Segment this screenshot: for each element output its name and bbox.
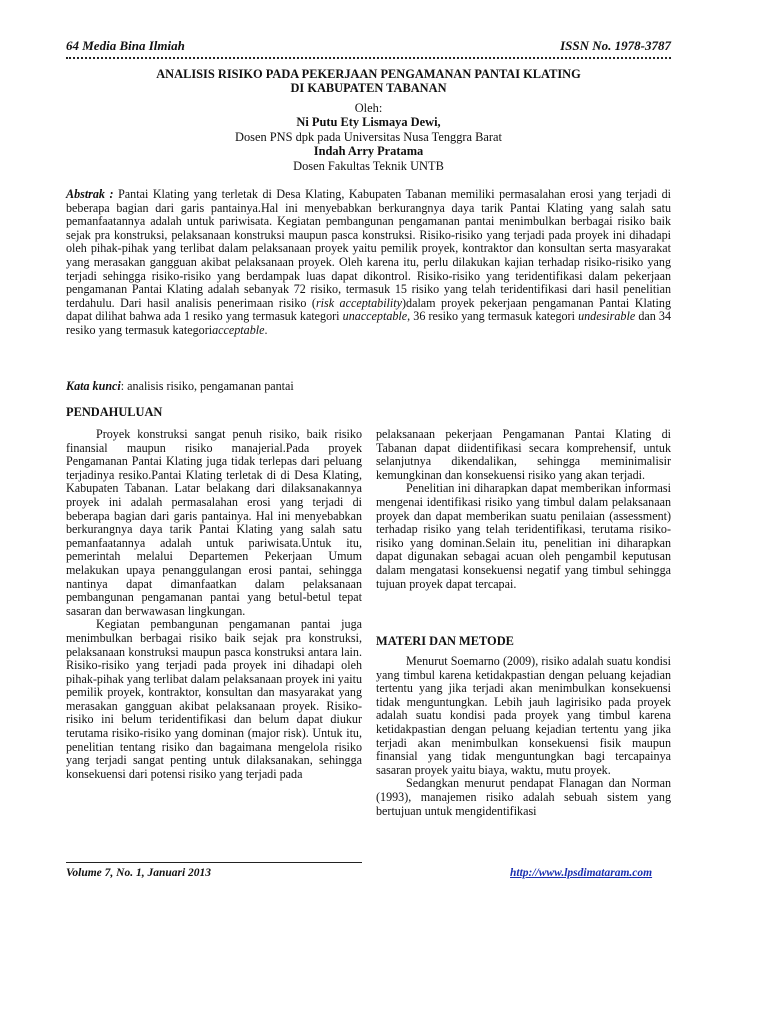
keywords-text: : analisis risiko, pengamanan pantai — [120, 379, 294, 393]
paragraph: Kegiatan pembangunan pengamanan pantai juga menimbulkan berbagai risiko baik sejak pra konstruksi, pelaksanaan konstruksi maupun pasca konstruksi antara lain. Risiko-risiko yang terjadi pada proyek ini dihadapi oleh pihak-pihak yang terlibat dalam pelaksanaan proyek ini yaitu pemilik proyek, kontraktor, konsultan dan masyarakat yang merasakan gangguan akibat pelaksanaan proyek. Risiko-risiko ini belum teridentifikasi dan belum dapat diukur terutama risiko-risiko yang dominan (major risk). Untuk itu, penelitian tentang risiko dan bagaimana mengelola risiko yang terjadi sangat penting untuk dilaksanakan, sehingga konsekuensi dari potensi risiko yang terjadi pada — [66, 617, 362, 781]
paragraph: pelaksanaan pekerjaan Pengamanan Pantai Klating di Tabanan dapat diidentifikasi secara komprehensif, untuk selanjutnya dikendalikan, sehingga meminimalisir kemungkinan dan konsekuensi risiko yang akan terjadi. — [376, 427, 671, 482]
abstract-text: )dalam proyek pekerjaan pengamanan Pantai Klating dapat dilihat bahwa ada 1 resiko yang termasuk kategori — [66, 295, 671, 324]
paragraph: Sedangkan menurut pendapat Flanagan dan Norman (1993), manajemen risiko adalah sebuah sistem yang bertujuan untuk mengidentifikasi — [376, 776, 671, 818]
footer-link[interactable]: http://www.lpsdimataram.com — [510, 867, 653, 879]
issn: ISSN No. 1978-3787 — [560, 38, 671, 53]
paper-title — [66, 67, 671, 95]
abstract-term: acceptable — [212, 322, 265, 337]
abstract-text: Pantai Klating yang terletak di Desa Klating, Kabupaten Tabanan memiliki permasalahan erosi yang terjadi di beberapa bagian dari garis pantainya.Hal ini menyebabkan berkurangnya daya tarik Pantai Klating yang salah satu pemanfaatannya adalah untuk pariwisata. Kegiatan pembangunan pengamanan pantai menimbulkan berbagai risiko baik sejak pra konstruksi, pelaksanaan konstruksi maupun pasca konstruksi. Risiko-risiko yang terjadi pada proyek ini dihadapi oleh pihak-pihak yang terlibat dalam pelaksanaan proyek yaitu pemilik proyek, kontraktor dan konsultan serta masyarakat yang merasakan gangguan akibat pelaksanaan proyek. Oleh karena itu, perlu dilakukan kajian terhadap risiko-risiko yang terjadi sehingga risiko-risiko yang berdampak luas dapat dikontrol. Risiko-risiko yang teridentifikasi dalam pekerjaan pengamanan Pantai Klating adalah sebanyak 72 risiko, termasuk 15 risiko yang telah teridentifikasi dari hasil penelitian terdahulu. Dari hasil analisis penerimaan risiko ( — [66, 187, 672, 310]
affiliation-1: Dosen PNS dpk pada Universitas Nusa Tenggra Barat — [235, 129, 502, 144]
affiliation-2: Dosen Fakultas Teknik UNTB — [293, 158, 444, 173]
section-heading-materi: MATERI DAN METODE — [376, 634, 514, 648]
title-line-1: ANALISIS RISIKO PADA PEKERJAAN PENGAMANAN PANTAI KLATING — [156, 67, 581, 81]
volume-info: Volume 7, No. 1, Januari 2013 — [66, 867, 212, 879]
abstract-text: , 36 resiko yang termasuk kategori — [407, 309, 579, 324]
author-1: Ni Putu Ety Lismaya Dewi, — [296, 115, 441, 130]
section-heading-pendahuluan: PENDAHULUAN — [66, 405, 163, 419]
right-column-top — [376, 428, 671, 591]
paragraph: Menurut Soemarno (2009), risiko adalah suatu kondisi yang timbul karena ketidakpastian dengan peluang kejadian tertentu yang jika terjadi akan menimbulkan konsekuensi tidak menguntungkan. Lebih jauh lagirisiko pada proyek adalah suatu kondisi pada proyek yang timbul karena ketidakpastian dengan peluang kejadian tertentu yang jika terjadi akan menimbulkan konsekuensi fisik maupun finansial yang tidak menguntungkan bagi tercapainya sasaran proyek yaitu biaya, waktu, mutu proyek. — [376, 654, 671, 777]
right-column-bottom — [376, 655, 671, 818]
left-column — [66, 428, 362, 781]
journal-name: 64 Media Bina Ilmiah — [66, 38, 185, 53]
abstract-term: risk acceptability — [315, 295, 402, 310]
keywords-label: Kata kunci — [66, 379, 121, 393]
oleh-label: Oleh: — [354, 101, 383, 115]
abstract-label: Abstrak : — [66, 187, 114, 201]
abstract-text: . — [264, 322, 268, 337]
footer-divider — [66, 862, 362, 863]
abstract — [66, 188, 671, 338]
abstract-term: unacceptable — [342, 309, 408, 324]
abstract-text: dan 34 resiko yang termasuk kategori — [66, 309, 672, 337]
author-2: Indah Arry Pratama — [313, 144, 424, 159]
author-block — [66, 101, 671, 173]
header-divider — [66, 57, 671, 59]
title-line-2: DI KABUPATEN TABANAN — [290, 81, 447, 95]
keywords — [66, 379, 671, 393]
abstract-term: undesirable — [578, 309, 636, 324]
paragraph: Proyek konstruksi sangat penuh risiko, baik risiko finansial maupun risiko manajerial.Pada proyek Pengamanan Pantai Klating juga tidak terlepas dari peluang terjadinya resiko.Pantai Klating terletak di di Desa Klating, Kabupaten Tabanan. Latar belakang dari dilaksanakannya proyek ini adalah permasalahan erosi yang terjadi di beberapa bagian dari garis pantainya. Hal ini menyebabkan berkurangnya daya tarik Pantai Klating yang salah satu pemanfaatannya adalah untuk pariwisata.Untuk itu, pemerintah melalui Departemen Pekerjaan Umum melakukan upaya penanggulangan erosi pantai, sehingga nantinya dapat dimanfaatkan dalam pelaksanaan pembangunan pengamanan pantai yang betul-betul tepat sasaran dan berwawasan lingkungan. — [66, 427, 362, 618]
paragraph: Penelitian ini diharapkan dapat memberikan informasi mengenai identifikasi risiko yang timbul dalam pelaksanaan proyek dan dapat memberikan suatu penilaian (assessment) terhadap risiko yang telah teridentifikasi, terutama risiko-risiko yang dominan.Selain itu, penelitian ini diharapkan dapat digunakan sebagai acuan oleh pengambil keputusan dalam mengatasi konsekuensi negatif yang timbul sehingga tujuan proyek dapat tercapai. — [376, 481, 671, 591]
running-header — [66, 38, 671, 56]
